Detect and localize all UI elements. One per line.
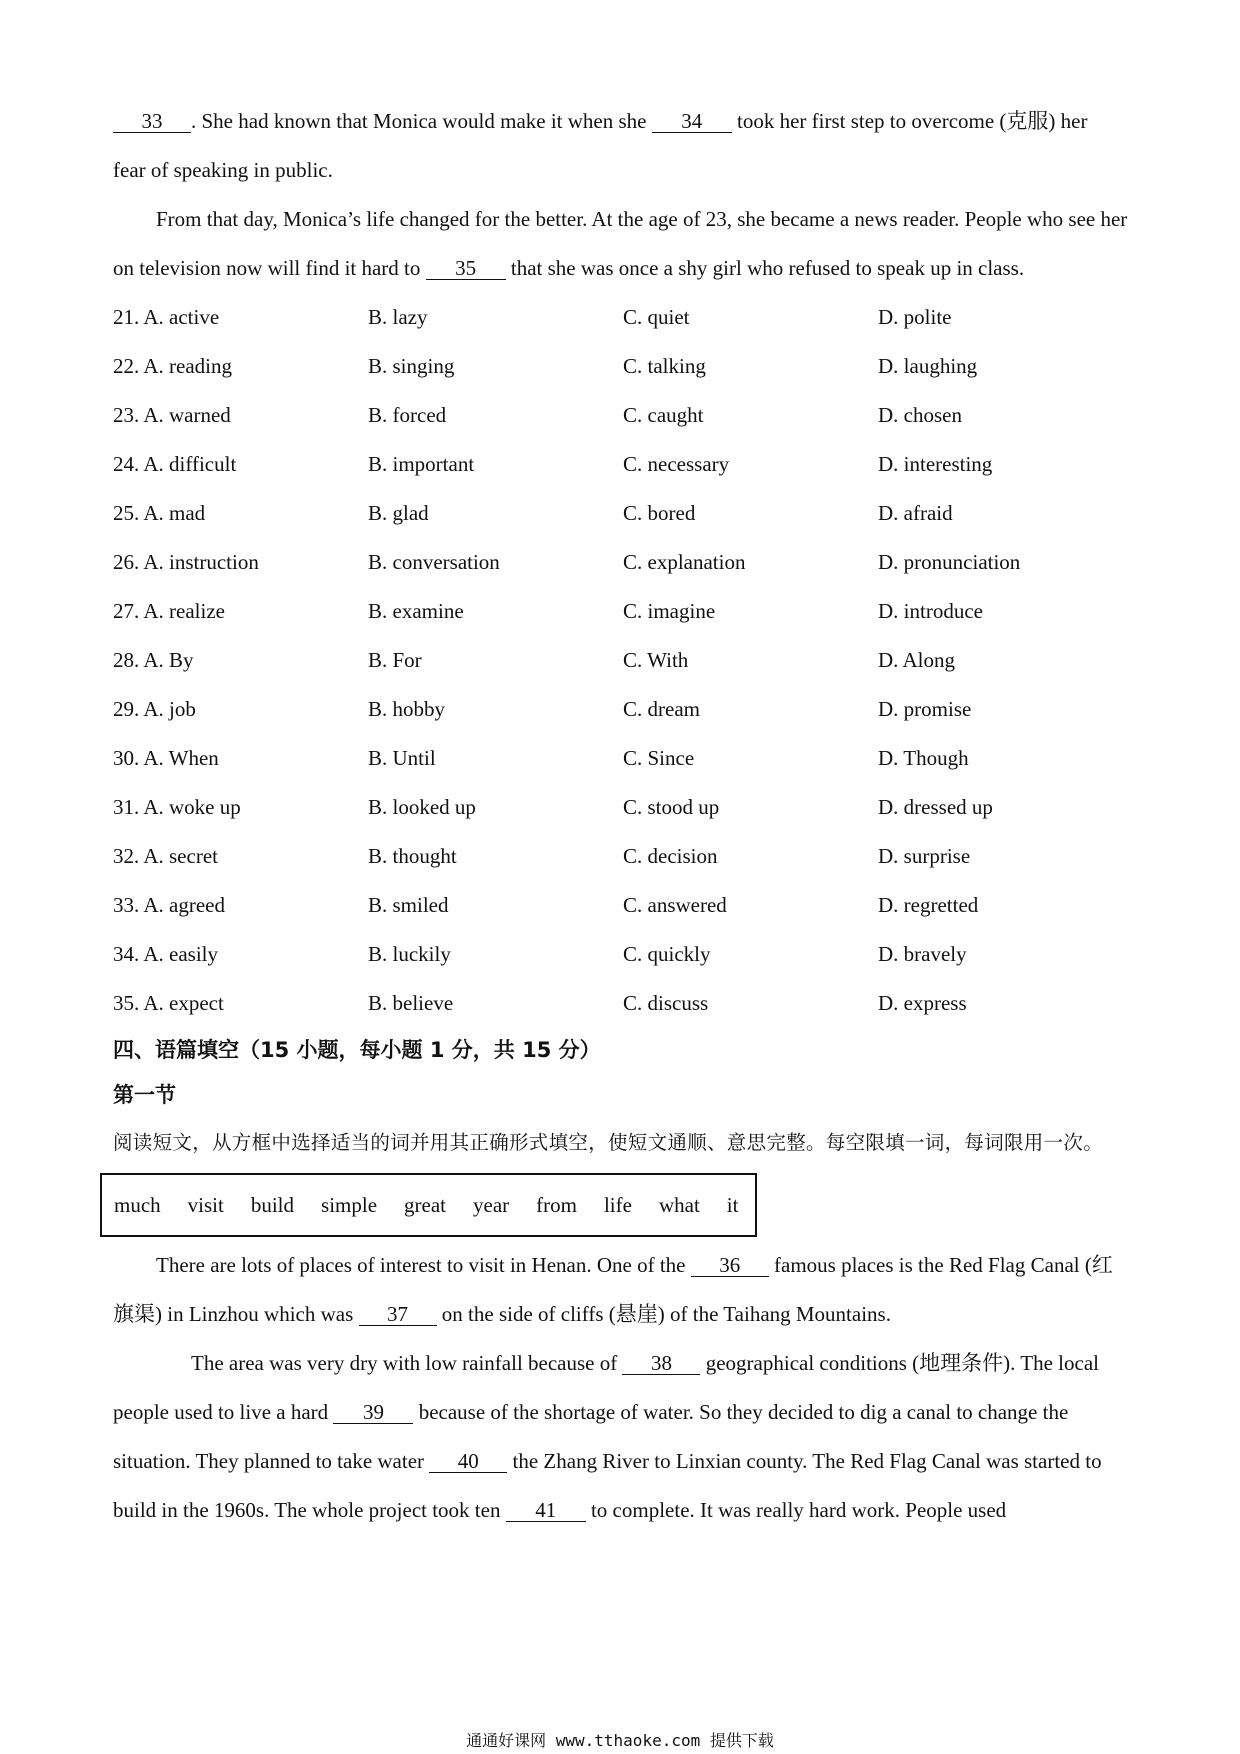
question-row	[113, 979, 1133, 1028]
word-bank-item: life	[603, 1192, 632, 1217]
option-d: D. afraid	[878, 501, 953, 525]
blank-35: 35	[426, 257, 506, 280]
word-bank-item: it	[726, 1192, 739, 1217]
option-text: A. agreed	[143, 893, 225, 917]
passage-text: . She had known that Monica would make it when she	[191, 109, 652, 133]
option-c: C. quickly	[623, 942, 711, 966]
option-text: A. realize	[143, 599, 225, 623]
option-d: D. pronunciation	[878, 550, 1021, 574]
question-number: 26.	[113, 550, 140, 574]
question-number: 23.	[113, 403, 140, 427]
question-number: 33.	[113, 893, 140, 917]
option-c: C. bored	[623, 501, 696, 525]
option-a	[113, 991, 368, 1016]
option-b: B. examine	[368, 599, 464, 623]
option-d: D. bravely	[878, 942, 967, 966]
passage2-paragraph1	[113, 1241, 1133, 1339]
option-c: C. imagine	[623, 599, 716, 623]
option-a	[113, 452, 368, 477]
option-b: B. thought	[368, 844, 457, 868]
word-bank-item: what	[658, 1192, 700, 1217]
section-subheading: 第一节	[113, 1083, 176, 1107]
question-number: 30.	[113, 746, 140, 770]
option-c: C. answered	[623, 893, 727, 917]
option-d: D. promise	[878, 697, 972, 721]
option-b: B. looked up	[368, 795, 476, 819]
option-d: D. polite	[878, 305, 952, 329]
option-d: D. surprise	[878, 844, 971, 868]
option-b: B. forced	[368, 403, 447, 427]
option-c: C. explanation	[623, 550, 746, 574]
option-d: D. chosen	[878, 403, 962, 427]
page-content	[113, 97, 1133, 1535]
question-row	[113, 342, 1133, 391]
option-c: C. necessary	[623, 452, 730, 476]
question-row	[113, 832, 1133, 881]
option-d: D. laughing	[878, 354, 978, 378]
option-c: C. quiet	[623, 305, 690, 329]
option-text: A. instruction	[143, 550, 259, 574]
option-c: C. caught	[623, 403, 704, 427]
question-row	[113, 538, 1133, 587]
option-text: A. expect	[143, 991, 224, 1015]
word-bank-item: much	[114, 1192, 161, 1217]
option-a	[113, 893, 368, 918]
option-c: C. discuss	[623, 991, 709, 1015]
option-b: B. conversation	[368, 550, 500, 574]
option-a	[113, 942, 368, 967]
option-a	[113, 354, 368, 379]
question-row	[113, 587, 1133, 636]
option-b: B. luckily	[368, 942, 451, 966]
blank-36: 36	[691, 1254, 769, 1277]
blank-40: 40	[429, 1450, 507, 1473]
question-row	[113, 293, 1133, 342]
option-b: B. singing	[368, 354, 455, 378]
option-d: D. express	[878, 991, 967, 1015]
option-c: C. decision	[623, 844, 718, 868]
option-text: A. difficult	[143, 452, 237, 476]
option-d: D. Though	[878, 746, 969, 770]
question-number: 35.	[113, 991, 140, 1015]
option-a	[113, 746, 368, 771]
passage-text: that she was once a shy girl who refused to speak up in class.	[505, 256, 1025, 280]
question-row	[113, 930, 1133, 979]
question-row	[113, 881, 1133, 930]
option-d: D. introduce	[878, 599, 983, 623]
option-text: A. mad	[143, 501, 206, 525]
blank-34: 34	[652, 110, 732, 133]
section-heading: 四、语篇填空（15 小题，每小题 1 分，共 15 分）	[113, 1038, 601, 1062]
option-text: A. job	[143, 697, 196, 721]
option-a	[113, 501, 368, 526]
option-b: B. lazy	[368, 305, 428, 329]
question-row	[113, 783, 1133, 832]
option-c: C. dream	[623, 697, 700, 721]
option-d: D. Along	[878, 648, 956, 672]
blank-41: 41	[506, 1499, 586, 1522]
blank-37: 37	[359, 1303, 437, 1326]
word-bank-item: visit	[187, 1192, 224, 1217]
question-row	[113, 489, 1133, 538]
question-row	[113, 440, 1133, 489]
passage-text: The area was very dry with low rainfall because of	[191, 1351, 623, 1375]
option-d: D. interesting	[878, 452, 993, 476]
question-number: 29.	[113, 697, 140, 721]
blank-33: 33	[113, 110, 191, 133]
section-instruction: 阅读短文，从方框中选择适当的词并用其正确形式填空，使短文通顺、意思完整。每空限填一词，每词限用一次。	[113, 1131, 1104, 1154]
option-b: B. Until	[368, 746, 436, 770]
option-text: A. secret	[143, 844, 218, 868]
passage-text: famous places is the Red Flag Canal (红旗渠) in Linzhou which was	[113, 1253, 1113, 1326]
option-b: B. believe	[368, 991, 454, 1015]
word-bank-item: great	[404, 1192, 446, 1217]
option-a	[113, 844, 368, 869]
option-c: C. talking	[623, 354, 706, 378]
word-bank-item: simple	[321, 1192, 378, 1217]
option-b: B. For	[368, 648, 422, 672]
option-c: C. stood up	[623, 795, 720, 819]
blank-39: 39	[333, 1401, 413, 1424]
passage-text: because of the shortage of water. So they decided to dig a canal to change the situation. They planned to take water	[113, 1400, 1069, 1473]
option-a	[113, 648, 368, 673]
passage1-paragraph2	[113, 195, 1133, 293]
option-a	[113, 795, 368, 820]
word-bank-item: from	[536, 1192, 577, 1217]
option-a	[113, 403, 368, 428]
option-c: C. With	[623, 648, 689, 672]
passage-text: took her first step to overcome (克服) her	[731, 109, 1088, 133]
question-number: 21.	[113, 305, 140, 329]
word-bank-item: build	[250, 1192, 295, 1217]
option-text: A. By	[143, 648, 194, 672]
option-b: B. important	[368, 452, 475, 476]
passage1-line1	[113, 97, 1133, 146]
options-list	[113, 293, 1133, 1028]
option-a	[113, 305, 368, 330]
passage2-paragraph2	[113, 1339, 1133, 1535]
question-number: 24.	[113, 452, 140, 476]
option-b: B. glad	[368, 501, 429, 525]
option-text: A. warned	[143, 403, 231, 427]
question-number: 34.	[113, 942, 140, 966]
question-row	[113, 734, 1133, 783]
word-bank-item: year	[473, 1192, 510, 1217]
option-c: C. Since	[623, 746, 695, 770]
option-text: A. When	[143, 746, 219, 770]
question-row	[113, 636, 1133, 685]
option-b: B. hobby	[368, 697, 446, 721]
question-number: 27.	[113, 599, 140, 623]
option-d: D. regretted	[878, 893, 979, 917]
question-number: 31.	[113, 795, 140, 819]
word-bank-box	[100, 1173, 757, 1237]
option-a	[113, 697, 368, 722]
option-text: A. reading	[143, 354, 232, 378]
passage-text: on the side of cliffs (悬崖) of the Taihang Mountains.	[436, 1302, 891, 1326]
option-b: B. smiled	[368, 893, 449, 917]
question-number: 32.	[113, 844, 140, 868]
question-number: 22.	[113, 354, 140, 378]
passage-text: geographical conditions (地理条件). The local people used to live a hard	[113, 1351, 1099, 1424]
passage1-line2: fear of speaking in public.	[113, 158, 333, 182]
passage-text: From that day, Monica’s life changed for the better. At the age of 23, she became a news reader. People who see her on television now will find it hard to	[113, 207, 1128, 280]
question-number: 25.	[113, 501, 140, 525]
passage-text: the Zhang River to Linxian county. The Red Flag Canal was started to build in the 1960s. The whole project took ten	[113, 1449, 1102, 1522]
passage-text: There are lots of places of interest to visit in Henan. One of the	[156, 1253, 691, 1277]
option-d: D. dressed up	[878, 795, 993, 819]
question-row	[113, 685, 1133, 734]
option-text: A. easily	[143, 942, 218, 966]
option-a	[113, 599, 368, 624]
option-a	[113, 550, 368, 575]
page-footer: 通通好课网 www.tthaoke.com 提供下载	[466, 1731, 774, 1750]
blank-38: 38	[622, 1352, 700, 1375]
passage-text: to complete. It was really hard work. People used	[585, 1498, 1007, 1522]
question-row	[113, 391, 1133, 440]
question-number: 28.	[113, 648, 140, 672]
option-text: A. active	[143, 305, 220, 329]
option-text: A. woke up	[143, 795, 241, 819]
